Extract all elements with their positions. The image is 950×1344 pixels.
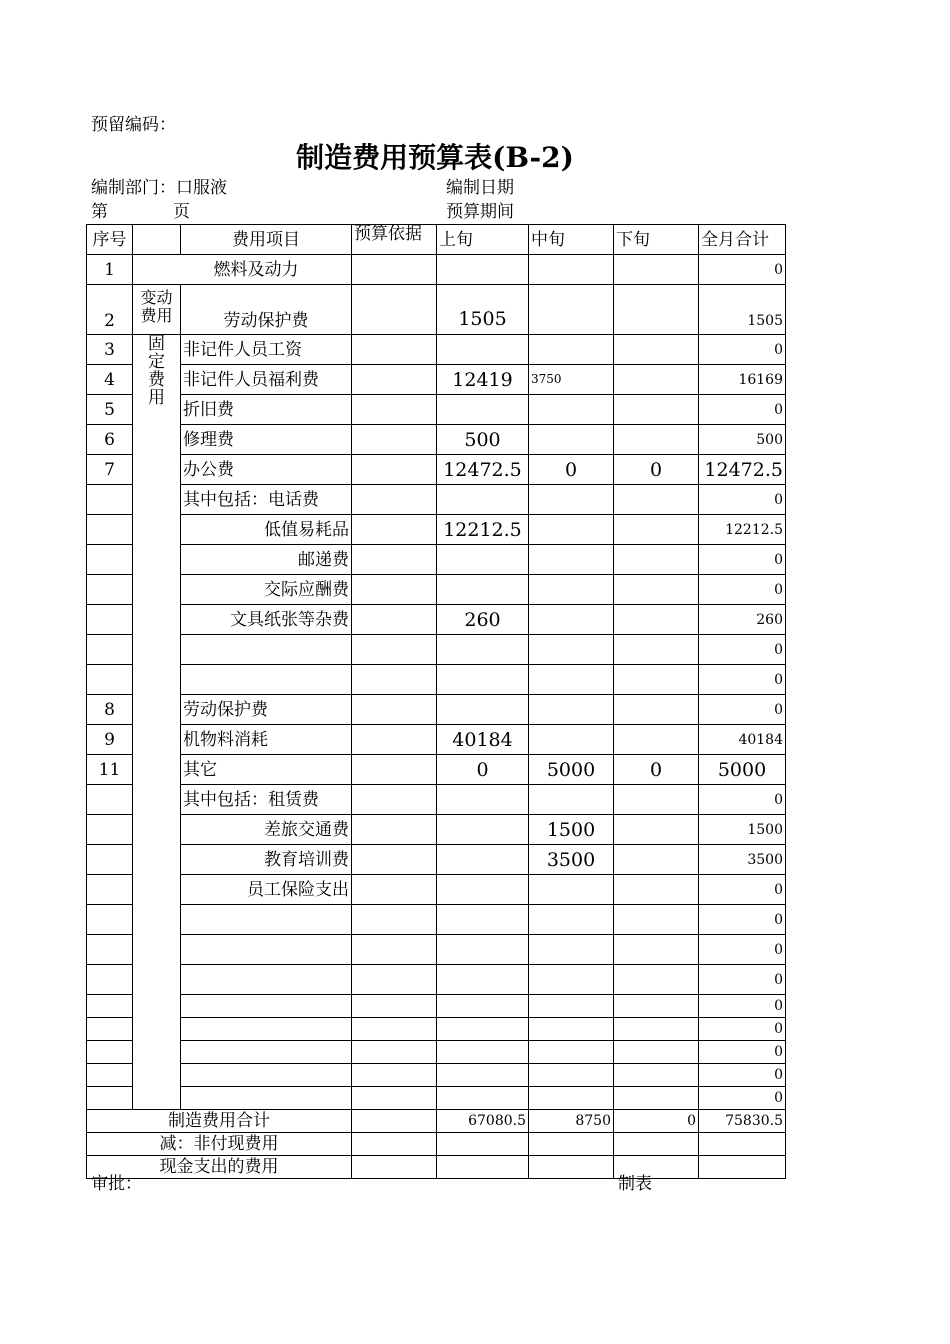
row-seq [87, 605, 133, 635]
row-first [437, 255, 529, 285]
row-total: 0 [699, 485, 786, 515]
row-first [437, 995, 529, 1018]
row-last [614, 785, 699, 815]
row-basis [352, 575, 437, 605]
row-item [181, 1064, 352, 1087]
row-middle [529, 965, 614, 995]
row-total: 0 [699, 905, 786, 935]
row-basis [352, 725, 437, 755]
row-total: 0 [699, 635, 786, 665]
table-row [87, 515, 786, 545]
table-row [87, 875, 786, 905]
row-first [437, 485, 529, 515]
row-first [437, 1087, 529, 1110]
row-first: 500 [437, 425, 529, 455]
row-basis [352, 335, 437, 365]
row-seq: 4 [87, 365, 133, 395]
row-first: 12212.5 [437, 515, 529, 545]
variable-cost-group [133, 285, 181, 335]
row-seq: 3 [87, 335, 133, 365]
row-seq: 8 [87, 695, 133, 725]
variable-label-1: 变动 [140, 288, 173, 307]
approve-label: 审批： [91, 1174, 142, 1194]
row-first [437, 335, 529, 365]
row-first [437, 845, 529, 875]
row-middle [529, 515, 614, 545]
row-total: 0 [699, 255, 786, 285]
row-basis [352, 845, 437, 875]
table-row [87, 785, 786, 815]
row-item [181, 965, 352, 995]
row-total: 0 [699, 935, 786, 965]
row-item: 修理费 [181, 425, 352, 455]
row-basis [352, 695, 437, 725]
row-basis [352, 785, 437, 815]
row-basis [352, 905, 437, 935]
row-seq [87, 935, 133, 965]
row-total: 0 [699, 1087, 786, 1110]
row-item [181, 635, 352, 665]
row-last [614, 335, 699, 365]
page-suffix: 页 [173, 202, 190, 222]
row-seq [87, 545, 133, 575]
row-item: 其中包括：电话费 [181, 485, 352, 515]
row-middle [529, 545, 614, 575]
row-middle [529, 395, 614, 425]
row-middle [529, 995, 614, 1018]
row-first: 12472.5 [437, 455, 529, 485]
row-first [437, 575, 529, 605]
row-last [614, 485, 699, 515]
table-row [87, 635, 786, 665]
row-seq [87, 995, 133, 1018]
table-row [87, 335, 786, 365]
row-item: 差旅交通费 [181, 815, 352, 845]
row-middle [529, 485, 614, 515]
col-last: 下旬 [614, 225, 699, 255]
row-item: 办公费 [181, 455, 352, 485]
row-first [437, 965, 529, 995]
row-first [437, 1041, 529, 1064]
row-middle [529, 1041, 614, 1064]
row-first [437, 1018, 529, 1041]
prepared-label: 制表 [618, 1174, 652, 1194]
row-basis [352, 285, 437, 335]
row-first [437, 395, 529, 425]
row-seq: 9 [87, 725, 133, 755]
row-total: 0 [699, 395, 786, 425]
period-label: 预算期间 [446, 202, 514, 222]
table-row [87, 485, 786, 515]
summary-total-row [87, 1110, 786, 1133]
row-total: 260 [699, 605, 786, 635]
row-last [614, 515, 699, 545]
row-seq [87, 485, 133, 515]
table-row [87, 665, 786, 695]
row-basis [352, 545, 437, 575]
row-item [181, 905, 352, 935]
row-seq: 6 [87, 425, 133, 455]
row-middle [529, 255, 614, 285]
row-first [437, 935, 529, 965]
row-first [437, 785, 529, 815]
row-item: 低值易耗品 [181, 515, 352, 545]
row-total: 0 [699, 995, 786, 1018]
row-total: 0 [699, 1041, 786, 1064]
row-seq [87, 1018, 133, 1041]
row-seq [87, 1064, 133, 1087]
row-middle: 0 [529, 455, 614, 485]
col-group [133, 225, 181, 255]
table-row [87, 995, 786, 1018]
row-seq [87, 905, 133, 935]
row-basis [352, 395, 437, 425]
row-seq: 5 [87, 395, 133, 425]
row-basis [352, 665, 437, 695]
row-first [437, 875, 529, 905]
row-last: 0 [614, 755, 699, 785]
page-label: 第 [91, 202, 108, 222]
table-row [87, 725, 786, 755]
table-row [87, 575, 786, 605]
row-middle [529, 635, 614, 665]
row-last [614, 285, 699, 335]
row-last [614, 875, 699, 905]
row-item [181, 1018, 352, 1041]
row-middle [529, 695, 614, 725]
summary-middle: 8750 [529, 1110, 614, 1133]
row-total: 0 [699, 575, 786, 605]
fixed-cost-group [133, 335, 181, 1110]
row-last [614, 665, 699, 695]
row-middle [529, 665, 614, 695]
row-first [437, 635, 529, 665]
table-row [87, 455, 786, 485]
row-total: 3500 [699, 845, 786, 875]
row-seq [87, 875, 133, 905]
variable-label-2: 费用 [140, 306, 173, 325]
row-item [181, 665, 352, 695]
row-basis [352, 365, 437, 395]
col-first: 上旬 [437, 225, 529, 255]
fixed-label-1: 固 [148, 334, 165, 354]
row-item [181, 1087, 352, 1110]
table-row [87, 1087, 786, 1110]
fixed-label-2: 定 [148, 352, 165, 372]
row-last [614, 695, 699, 725]
row-item: 劳动保护费 [181, 695, 352, 725]
col-seq: 序号 [87, 225, 133, 255]
row-basis [352, 635, 437, 665]
row-middle [529, 935, 614, 965]
row-seq: 1 [87, 255, 133, 285]
row-basis [352, 485, 437, 515]
row-seq [87, 965, 133, 995]
table-row [87, 285, 786, 335]
row-last [614, 965, 699, 995]
row-total: 1500 [699, 815, 786, 845]
table-row [87, 695, 786, 725]
table-row [87, 545, 786, 575]
row-last [614, 255, 699, 285]
row-total: 1505 [699, 285, 786, 335]
row-middle [529, 1087, 614, 1110]
row-total: 0 [699, 1018, 786, 1041]
row-seq: 7 [87, 455, 133, 485]
row-total: 500 [699, 425, 786, 455]
row-basis [352, 425, 437, 455]
row-total: 0 [699, 785, 786, 815]
row-basis [352, 995, 437, 1018]
table-row [87, 605, 786, 635]
row-first [437, 815, 529, 845]
row-item: 折旧费 [181, 395, 352, 425]
table-row [87, 815, 786, 845]
header-row [87, 225, 786, 255]
row-total: 0 [699, 1064, 786, 1087]
row-total: 12472.5 [699, 455, 786, 485]
row-last [614, 1018, 699, 1041]
row-item: 非记件人员工资 [181, 335, 352, 365]
summary-month: 75830.5 [699, 1110, 786, 1133]
row-middle [529, 335, 614, 365]
row-item: 员工保险支出 [181, 875, 352, 905]
row-last [614, 905, 699, 935]
row-seq: 2 [87, 285, 133, 335]
row-middle [529, 1064, 614, 1087]
row-middle [529, 905, 614, 935]
row-last [614, 995, 699, 1018]
row-item: 邮递费 [181, 545, 352, 575]
row-middle [529, 605, 614, 635]
row-middle: 3750 [529, 365, 614, 395]
row-first [437, 1064, 529, 1087]
row-middle [529, 575, 614, 605]
row-middle [529, 875, 614, 905]
row-seq [87, 785, 133, 815]
date-label: 编制日期 [446, 178, 514, 198]
fixed-label-4: 用 [148, 388, 165, 408]
row-item: 其它 [181, 755, 352, 785]
row-total: 5000 [699, 755, 786, 785]
summary-basis [352, 1110, 437, 1133]
row-basis [352, 875, 437, 905]
summary-cash-label: 现金支出的费用 [87, 1156, 352, 1179]
row-last [614, 935, 699, 965]
table-row [87, 845, 786, 875]
row-last [614, 1064, 699, 1087]
row-item: 文具纸张等杂费 [181, 605, 352, 635]
row-total: 0 [699, 335, 786, 365]
row-middle [529, 425, 614, 455]
row-seq [87, 1041, 133, 1064]
table-row [87, 365, 786, 395]
table-row [87, 935, 786, 965]
summary-first: 67080.5 [437, 1110, 529, 1133]
row-seq: 11 [87, 755, 133, 785]
row-total: 12212.5 [699, 515, 786, 545]
row-total: 0 [699, 965, 786, 995]
table-row [87, 1041, 786, 1064]
row-basis [352, 1018, 437, 1041]
row-last [614, 1087, 699, 1110]
col-middle: 中旬 [529, 225, 614, 255]
table-row [87, 905, 786, 935]
row-middle: 5000 [529, 755, 614, 785]
row-item: 燃料及动力 [133, 255, 352, 285]
row-last [614, 725, 699, 755]
row-seq [87, 815, 133, 845]
col-basis: 预算依据 [352, 225, 437, 255]
row-middle: 3500 [529, 845, 614, 875]
row-item: 教育培训费 [181, 845, 352, 875]
row-seq [87, 515, 133, 545]
row-middle: 1500 [529, 815, 614, 845]
summary-cash-row [87, 1156, 786, 1179]
row-basis [352, 455, 437, 485]
summary-noncash-label: 减：非付现费用 [87, 1133, 352, 1156]
row-last [614, 545, 699, 575]
row-total: 16169 [699, 365, 786, 395]
row-last [614, 575, 699, 605]
col-total: 全月合计 [699, 225, 786, 255]
row-item: 非记件人员福利费 [181, 365, 352, 395]
table-row [87, 1064, 786, 1087]
row-total: 0 [699, 875, 786, 905]
row-seq [87, 575, 133, 605]
row-last [614, 395, 699, 425]
row-item [181, 995, 352, 1018]
row-item: 机物料消耗 [181, 725, 352, 755]
reserve-code-label: 预留编码： [91, 115, 176, 135]
row-middle [529, 785, 614, 815]
budget-table [86, 224, 786, 1179]
row-item: 其中包括：租赁费 [181, 785, 352, 815]
row-middle [529, 285, 614, 335]
row-last [614, 845, 699, 875]
row-basis [352, 1064, 437, 1087]
fixed-label-3: 费 [148, 370, 165, 390]
table-row [87, 965, 786, 995]
row-last [614, 1041, 699, 1064]
row-basis [352, 605, 437, 635]
row-item: 劳动保护费 [181, 285, 352, 335]
row-basis [352, 935, 437, 965]
row-total: 40184 [699, 725, 786, 755]
row-first: 0 [437, 755, 529, 785]
row-first: 1505 [437, 285, 529, 335]
row-last: 0 [614, 455, 699, 485]
row-middle [529, 1018, 614, 1041]
row-first [437, 545, 529, 575]
row-first: 260 [437, 605, 529, 635]
table-row [87, 1018, 786, 1041]
row-middle [529, 725, 614, 755]
row-seq [87, 1087, 133, 1110]
row-total: 0 [699, 695, 786, 725]
row-first [437, 905, 529, 935]
row-basis [352, 1087, 437, 1110]
row-last [614, 605, 699, 635]
row-last [614, 635, 699, 665]
row-item [181, 1041, 352, 1064]
row-item: 交际应酬费 [181, 575, 352, 605]
table-row [87, 255, 786, 285]
row-last [614, 365, 699, 395]
dept-label: 编制部门：口服液 [91, 178, 227, 198]
row-total: 0 [699, 545, 786, 575]
row-first: 40184 [437, 725, 529, 755]
row-basis [352, 255, 437, 285]
row-basis [352, 1041, 437, 1064]
row-last [614, 815, 699, 845]
row-seq [87, 635, 133, 665]
row-item [181, 935, 352, 965]
row-total: 0 [699, 665, 786, 695]
row-basis [352, 965, 437, 995]
row-seq [87, 845, 133, 875]
col-item: 费用项目 [181, 225, 352, 255]
table-row [87, 755, 786, 785]
summary-total-label: 制造费用合计 [87, 1110, 352, 1133]
row-last [614, 425, 699, 455]
summary-last: 0 [614, 1110, 699, 1133]
page-title: 制造费用预算表(B-2) [296, 141, 574, 174]
summary-noncash-row [87, 1133, 786, 1156]
row-seq [87, 665, 133, 695]
row-basis [352, 815, 437, 845]
row-basis [352, 515, 437, 545]
row-first [437, 695, 529, 725]
row-basis [352, 755, 437, 785]
row-first [437, 665, 529, 695]
table-row [87, 425, 786, 455]
row-first: 12419 [437, 365, 529, 395]
table-row [87, 395, 786, 425]
